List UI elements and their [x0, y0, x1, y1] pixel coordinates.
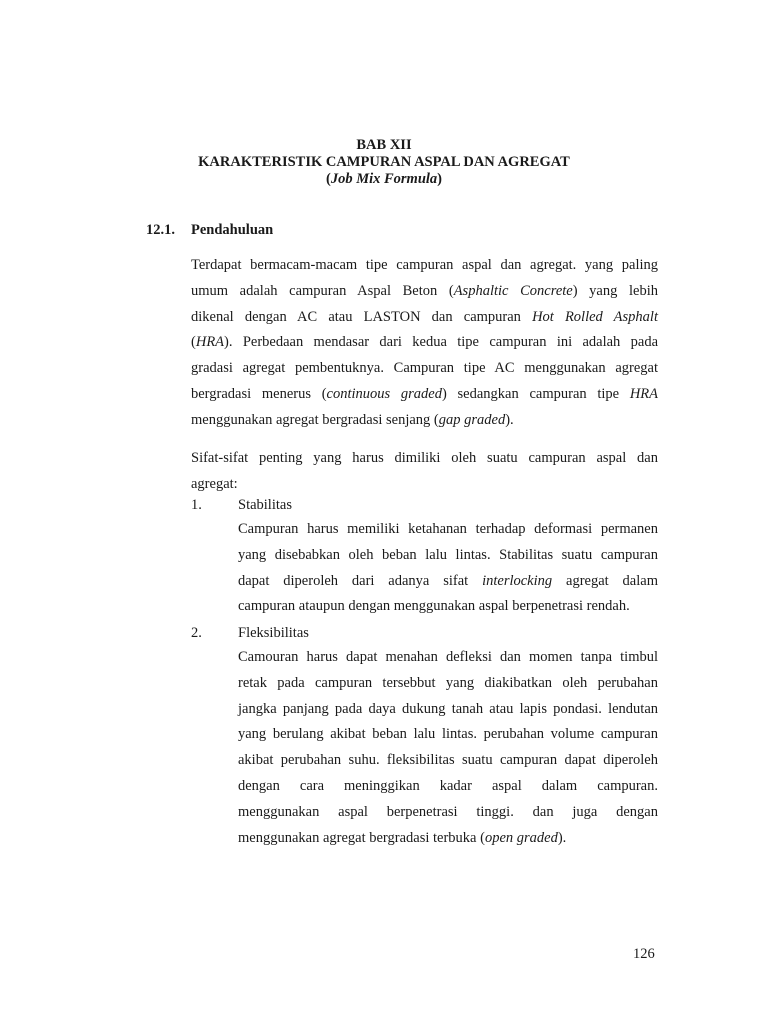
- text-segment: dikenal dengan AC atau LASTON dan campuran: [191, 308, 533, 325]
- text-line: [191, 472, 658, 498]
- text-segment: akibat perubahan suhu. fleksibilitas suatu campuran dapat diperoleh: [238, 752, 658, 769]
- italic-term: gap graded: [438, 411, 506, 428]
- italic-term: open graded: [484, 829, 558, 846]
- italic-term: Hot Rolled Asphalt: [532, 308, 658, 325]
- text-line: [238, 517, 658, 543]
- text-line: [238, 543, 658, 569]
- text-line: [238, 774, 658, 800]
- italic-term: HRA: [629, 385, 659, 402]
- text-line: [191, 446, 658, 472]
- list-item-title-fleksibilitas: Fleksibilitas: [238, 625, 309, 641]
- text-segment: Camouran harus dapat menahan defleksi dan momen tanpa timbul: [238, 649, 658, 665]
- text-segment: yang disebabkan oleh beban lalu lintas. Stabilitas suatu campuran: [238, 546, 658, 563]
- italic-term: continuous graded: [326, 385, 442, 402]
- text-segment: menggunakan aspal berpenetrasi tinggi. dan juga dengan: [238, 803, 658, 820]
- text-line: [238, 800, 658, 826]
- text-line: [238, 569, 658, 595]
- text-line: [238, 594, 658, 620]
- chapter-subtitle: (Job Mix Formula): [325, 171, 443, 187]
- list-item-title-stabilitas: Stabilitas: [238, 497, 292, 513]
- text-line: [191, 279, 658, 305]
- list-item-number: 1.: [191, 497, 202, 513]
- list-item-number: 2.: [191, 625, 202, 641]
- text-line: [238, 671, 658, 697]
- text-segment: menggunakan agregat bergradasi senjang (: [191, 411, 439, 428]
- chapter-header: [0, 137, 768, 188]
- paragraph-properties: [191, 446, 658, 498]
- text-segment: gradasi agregat pembentuknya. Campuran tipe AC menggunakan agregat: [191, 360, 658, 377]
- subtitle-italic: Job Mix Formula: [330, 171, 438, 187]
- text-segment: menggunakan agregat bergradasi terbuka (: [238, 829, 485, 846]
- text-segment: retak pada campuran tersebbut yang diakibatkan oleh perubahan: [238, 674, 658, 691]
- section-number: 12.1.: [146, 222, 175, 238]
- section-title: Pendahuluan: [191, 222, 274, 238]
- italic-term: Asphaltic Concrete: [453, 282, 573, 299]
- text-segment: ). Perbedaan mendasar dari kedua tipe campuran ini adalah pada: [224, 334, 658, 351]
- chapter-label: BAB XII: [356, 137, 412, 153]
- text-segment: dapat diperoleh dari adanya sifat: [238, 572, 483, 589]
- text-line: [191, 408, 658, 434]
- text-segment: ).: [505, 411, 514, 428]
- text-line: [191, 305, 658, 331]
- list-item-body-fleksibilitas: [238, 645, 658, 851]
- text-line: [238, 697, 658, 723]
- text-segment: dengan cara meninggikan kadar aspal dalam campuran.: [238, 777, 658, 794]
- paragraph-intro: [191, 253, 658, 434]
- text-line: [238, 645, 658, 671]
- text-segment: Campuran harus memiliki ketahanan terhadap deformasi permanen: [238, 521, 658, 537]
- text-segment: campuran ataupun dengan menggunakan aspal berpenetrasi rendah.: [238, 598, 630, 615]
- italic-term: interlocking: [482, 572, 553, 589]
- text-line: [238, 826, 658, 852]
- text-segment: (: [191, 334, 196, 351]
- text-segment: ) sedangkan campuran tipe: [441, 385, 630, 402]
- text-segment: Sifat-sifat penting yang harus dimiliki oleh suatu campuran aspal dan: [191, 450, 658, 466]
- page-number: 126: [633, 946, 655, 962]
- italic-term: HRA: [195, 334, 225, 351]
- text-segment: yang berulang akibat beban lalu lintas. perubahan volume campuran: [238, 726, 658, 743]
- text-line: [238, 722, 658, 748]
- list-item-body-stabilitas: [238, 517, 658, 620]
- text-segment: bergradasi menerus (: [191, 385, 327, 402]
- text-line: [191, 382, 658, 408]
- text-segment: agregat dalam: [552, 572, 658, 589]
- text-line: [191, 330, 658, 356]
- text-line: [191, 253, 658, 279]
- text-segment: Terdapat bermacam-macam tipe campuran aspal dan agregat. yang paling: [191, 257, 658, 273]
- text-segment: ).: [557, 829, 567, 846]
- text-line: [191, 356, 658, 382]
- text-segment: umum adalah campuran Aspal Beton (: [191, 282, 454, 299]
- text-segment: jangka panjang pada daya dukung tanah atau lapis pondasi. lendutan: [238, 700, 658, 717]
- text-line: [238, 748, 658, 774]
- text-segment: ) yang lebih: [572, 282, 658, 299]
- chapter-title: KARAKTERISTIK CAMPURAN ASPAL DAN AGREGAT: [198, 154, 570, 170]
- text-segment: agregat:: [191, 475, 238, 492]
